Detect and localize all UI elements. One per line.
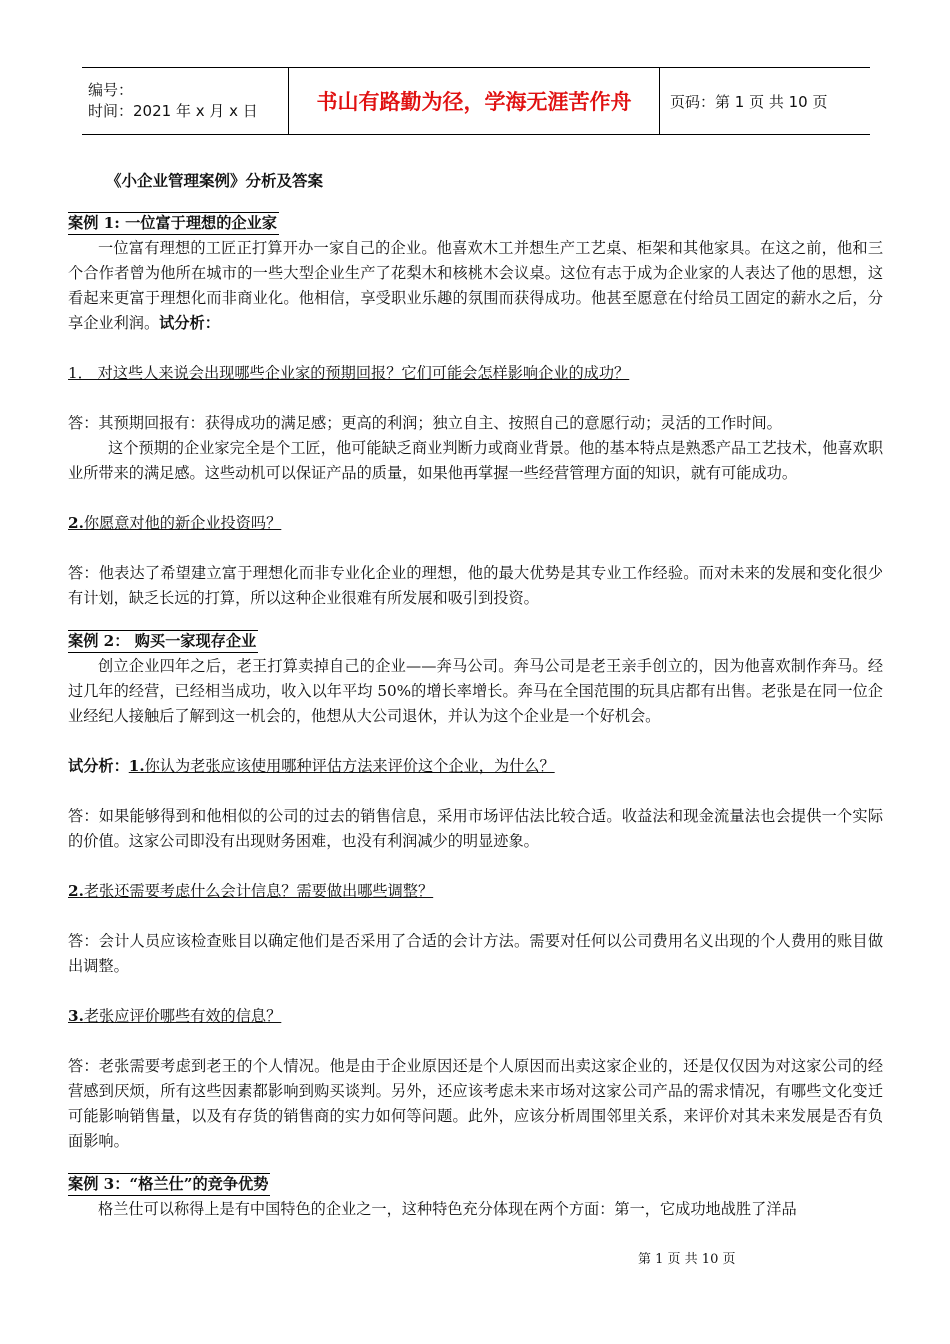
document-body: [68, 168, 883, 1222]
case-2-answer-3: 答：老张需要考虑到老王的个人情况。他是由于企业原因还是个人原因而出卖这家企业的，还是仅仅因为对这家公司的经营感到厌烦，所有这些因素都影响到购买谈判。另外，还应该考虑未来市场对这家公司产品的需求情况，有哪些文化变迁可能影响销售量，以及有存货的销售商的实力如何等问题。此外，应该分析周围邻里关系，来评价对其未来发展是否有负面影响。: [68, 1057, 883, 1150]
case-2-question-2-number: 2.: [68, 882, 84, 900]
page-footer: 第 1 页 共 10 页: [638, 1252, 736, 1267]
case-2-question-3: [68, 1004, 883, 1029]
case-1-question-2: [68, 511, 883, 536]
case-1-heading: 案例 1: 一位富于理想的企业家: [68, 212, 279, 235]
case-2-question-3-number: 3.: [68, 1007, 84, 1025]
case-1-analysis-label: 试分析：: [159, 314, 220, 332]
case-2-heading-wrap: [68, 629, 883, 654]
header-motto: 书山有路勤为径，学海无涯苦作舟: [289, 68, 660, 135]
case-2-question-2-text: 老张还需要考虑什么会计信息？需要做出哪些调整？: [83, 882, 434, 900]
case-3-body: 格兰仕可以称得上是有中国特色的企业之一，这种特色充分体现在两个方面：第一，它成功地战胜了洋品: [98, 1200, 797, 1218]
case-2-question-1-number: 1.: [128, 757, 145, 775]
case-2-question-1-text: 你认为老张应该使用哪种评估方法来评价这个企业，为什么？: [144, 757, 555, 775]
case-2-analysis-label: 试分析：: [68, 757, 129, 775]
header-table: [82, 67, 870, 135]
case-2-heading: 案例 2： 购买一家现存企业: [68, 630, 258, 653]
case-1-answer-2: 答：他表达了希望建立富于理想化而非专业化企业的理想，他的最大优势是其专业工作经验。而对未来的发展和变化很少有计划，缺乏长远的打算，所以这种企业很难有所发展和吸引到投资。: [68, 564, 883, 607]
document-time-label: 时间：2021 年 x 月 x 日: [88, 102, 258, 120]
case-2-answer-1: 答：如果能够得到和他相似的公司的过去的销售信息，采用市场评估法比较合适。收益法和现金流量法也会提供一个实际的价值。这家公司即没有出现财务困难，也没有利润减少的明显迹象。: [68, 807, 883, 850]
case-1-answer-1-detail: 这个预期的企业家完全是个工匠，他可能缺乏商业判断力或商业背景。他的基本特点是熟悉产品工艺技术，他喜欢职业所带来的满足感。这些动机可以保证产品的质量，如果他再掌握一些经营管理方面的知识，就有可能成功。: [68, 439, 883, 482]
case-2-answer-2: 答：会计人员应该检查账目以确定他们是否采用了合适的会计方法。需要对任何以公司费用名义出现的个人费用的账目做出调整。: [68, 932, 883, 975]
case-3-heading-wrap: [68, 1172, 883, 1197]
case-2-question-1-underlined: [129, 757, 555, 775]
case-1-heading-wrap: [68, 211, 883, 236]
case-3-heading: 案例 3：“格兰仕”的竞争优势: [68, 1173, 270, 1196]
case-2-question-2: [68, 879, 883, 904]
case-2-question-1: [68, 754, 883, 779]
case-1-answer-1: 答：其预期回报有：获得成功的满足感；更高的利润；独立自主、按照自己的意愿行动；灵活的工作时间。: [68, 414, 782, 432]
document-number-label: 编号：: [88, 81, 134, 99]
case-2-question-3-text: 老张应评价哪些有效的信息？: [83, 1007, 282, 1025]
case-2-body: 创立企业四年之后，老王打算卖掉自己的企业——奔马公司。奔马公司是老王亲手创立的，因为他喜欢制作奔马。经过几年的经营，已经相当成功，收入以年平均 50%的增长率增长。奔马在全国范围的玩具店都有出售。老张是在同一位企业经纪人接触后了解到这一机会的，他想从大公司退休，并认为这个企业是一个好机会。: [68, 657, 883, 725]
case-1-body-text: 一位富有理想的工匠正打算开办一家自己的企业。他喜欢木工并想生产工艺桌、柜架和其他家具。在这之前，他和三个合作者曾为他所在城市的一些大型企业生产了花梨木和核桃木会议桌。这位有志于成为企业家的人表达了他的思想，这看起来更富于理想化而非商业化。他相信，享受职业乐趣的氛围而获得成功。他甚至愿意在付给员工固定的薪水之后，分享企业利润。: [68, 239, 883, 332]
document-title: 《小企业管理案例》分析及答案: [106, 171, 324, 190]
case-1-body: [68, 236, 883, 336]
case-1-question-2-text: 你愿意对他的新企业投资吗？: [83, 514, 282, 532]
case-1-question-2-number: 2.: [68, 514, 84, 532]
header-page-label: 页码：第 1 页 共 10 页: [660, 68, 871, 135]
case-1-question-1: 1． 对这些人来说会出现哪些企业家的预期回报？它们可能会怎样影响企业的成功？: [68, 364, 630, 382]
header-meta-cell: [82, 68, 289, 135]
